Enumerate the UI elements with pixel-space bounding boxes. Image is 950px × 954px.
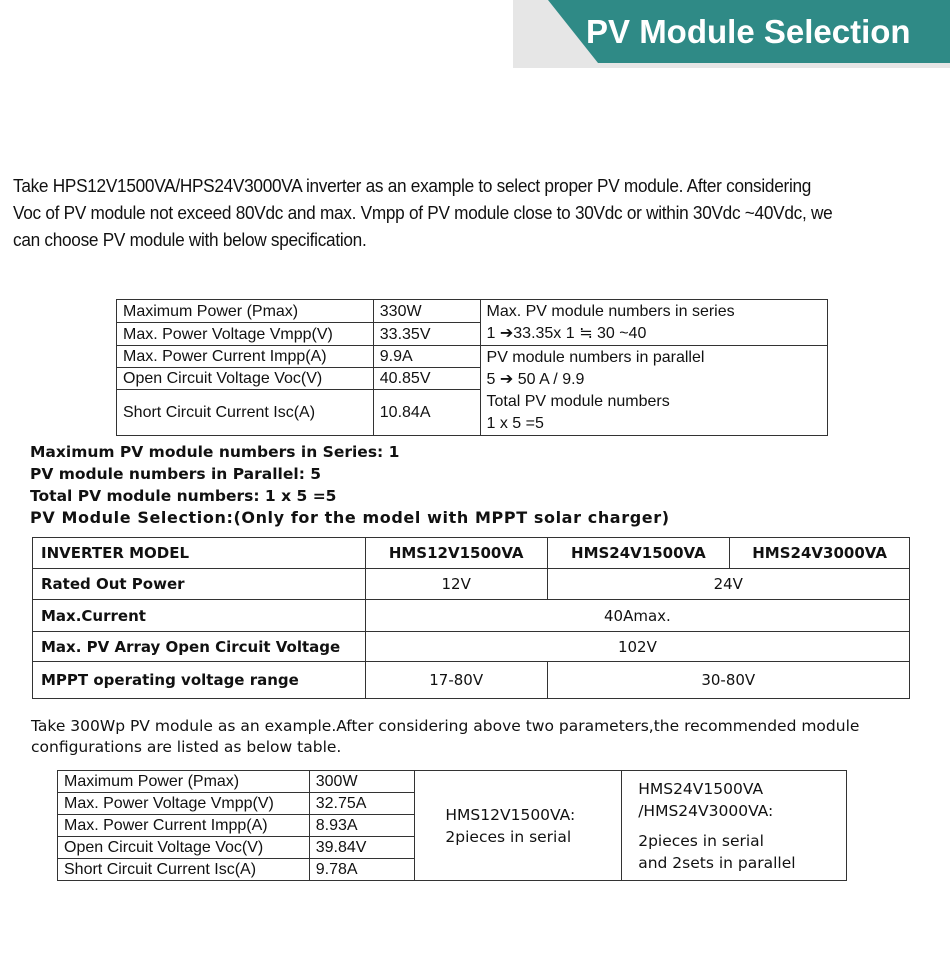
spec-value: 9.9A bbox=[373, 346, 480, 368]
table-row bbox=[33, 600, 910, 632]
mppt-range-12v: 17-80V bbox=[365, 662, 547, 699]
spec-value: 10.84A bbox=[373, 390, 480, 436]
config-24v-spacer bbox=[638, 822, 824, 830]
series-calc-title: Max. PV module numbers in series bbox=[486, 303, 735, 320]
config-24v-serial: 2pieces in serial bbox=[638, 831, 764, 850]
page-title: PV Module Selection bbox=[586, 13, 911, 50]
summary-parallel: PV module numbers in Parallel: 5 bbox=[30, 465, 322, 483]
total-calc-formula: 1 x 5 =5 bbox=[486, 415, 544, 432]
spec-value: 9.78A bbox=[309, 859, 415, 881]
spec-label: Open Circuit Voltage Voc(V) bbox=[117, 368, 374, 390]
inverter-model-table bbox=[32, 537, 910, 699]
open-circuit-value: 102V bbox=[365, 632, 909, 662]
pv-spec-table-300w bbox=[57, 770, 847, 881]
spec-label: Max. Power Voltage Vmpp(V) bbox=[58, 793, 310, 815]
row-label: Rated Out Power bbox=[33, 569, 366, 600]
header-label: INVERTER MODEL bbox=[33, 538, 366, 569]
recommendation-note bbox=[31, 716, 946, 758]
rated-power-24v: 24V bbox=[547, 569, 909, 600]
config-24v-cell bbox=[622, 771, 847, 881]
parallel-calc-title: PV module numbers in parallel bbox=[486, 349, 705, 366]
spec-value: 8.93A bbox=[309, 815, 415, 837]
total-calc-title: Total PV module numbers bbox=[486, 393, 670, 410]
spec-label: Maximum Power (Pmax) bbox=[58, 771, 310, 793]
spec-value: 330W bbox=[373, 300, 480, 323]
config-24v-parallel: and 2sets in parallel bbox=[638, 853, 796, 872]
selection-heading: PV Module Selection:(Only for the model with MPPT solar charger) bbox=[30, 508, 670, 527]
spec-label: Open Circuit Voltage Voc(V) bbox=[58, 837, 310, 859]
row-label: Max.Current bbox=[33, 600, 366, 632]
row-label: Max. PV Array Open Circuit Voltage bbox=[33, 632, 366, 662]
config-24v-model: HMS24V1500VA bbox=[638, 779, 764, 798]
model-name: HMS24V1500VA bbox=[547, 538, 730, 569]
spec-label: Max. Power Current Impp(A) bbox=[58, 815, 310, 837]
module-summary bbox=[30, 441, 670, 529]
series-calc-cell bbox=[480, 300, 827, 346]
spec-value: 32.75A bbox=[309, 793, 415, 815]
table-row bbox=[33, 662, 910, 699]
config-12v-cell bbox=[415, 771, 622, 881]
rated-power-12v: 12V bbox=[365, 569, 547, 600]
series-calc-formula: 1 ➔33.35x 1 ≒ 30 ~40 bbox=[486, 325, 647, 342]
spec-label: Short Circuit Current Isc(A) bbox=[117, 390, 374, 436]
table-row bbox=[33, 632, 910, 662]
table-row bbox=[33, 569, 910, 600]
parallel-calc-formula: 5 ➔ 50 A / 9.9 bbox=[486, 371, 585, 388]
table-row bbox=[117, 300, 828, 323]
spec-label: Max. Power Voltage Vmpp(V) bbox=[117, 323, 374, 346]
note-line: Take 300Wp PV module as an example.After considering above two parameters,the recommended module bbox=[31, 717, 860, 735]
pv-spec-table-330w bbox=[116, 299, 828, 436]
parallel-calc-cell bbox=[480, 346, 827, 436]
spec-label: Short Circuit Current Isc(A) bbox=[58, 859, 310, 881]
model-name: HMS24V3000VA bbox=[730, 538, 910, 569]
spec-label: Max. Power Current Impp(A) bbox=[117, 346, 374, 368]
spec-value: 40.85V bbox=[373, 368, 480, 390]
spec-value: 33.35V bbox=[373, 323, 480, 346]
table-row bbox=[58, 771, 847, 793]
note-line: configurations are listed as below table. bbox=[31, 738, 342, 756]
config-12v-model: HMS12V1500VA: bbox=[445, 805, 576, 824]
table-row bbox=[33, 538, 910, 569]
summary-series: Maximum PV module numbers in Series: 1 bbox=[30, 443, 400, 461]
intro-line: Voc of PV module not exceed 80Vdc and max. Vmpp of PV module close to 30Vdc or within 30Vdc ~40Vdc, we bbox=[13, 202, 833, 223]
intro-paragraph bbox=[13, 172, 864, 253]
intro-line: can choose PV module with below specification. bbox=[13, 229, 367, 250]
row-label: MPPT operating voltage range bbox=[33, 662, 366, 699]
table-row bbox=[117, 346, 828, 368]
spec-label: Maximum Power (Pmax) bbox=[117, 300, 374, 323]
spec-value: 300W bbox=[309, 771, 415, 793]
spec-value: 39.84V bbox=[309, 837, 415, 859]
config-12v-serial: 2pieces in serial bbox=[445, 827, 572, 846]
summary-total: Total PV module numbers: 1 x 5 =5 bbox=[30, 487, 337, 505]
config-24v-model-alt: /HMS24V3000VA: bbox=[638, 801, 774, 820]
max-current-value: 40Amax. bbox=[365, 600, 909, 632]
model-name: HMS12V1500VA bbox=[365, 538, 547, 569]
mppt-range-24v: 30-80V bbox=[547, 662, 909, 699]
intro-line: Take HPS12V1500VA/HPS24V3000VA inverter as an example to select proper PV module. After considering bbox=[13, 175, 812, 196]
